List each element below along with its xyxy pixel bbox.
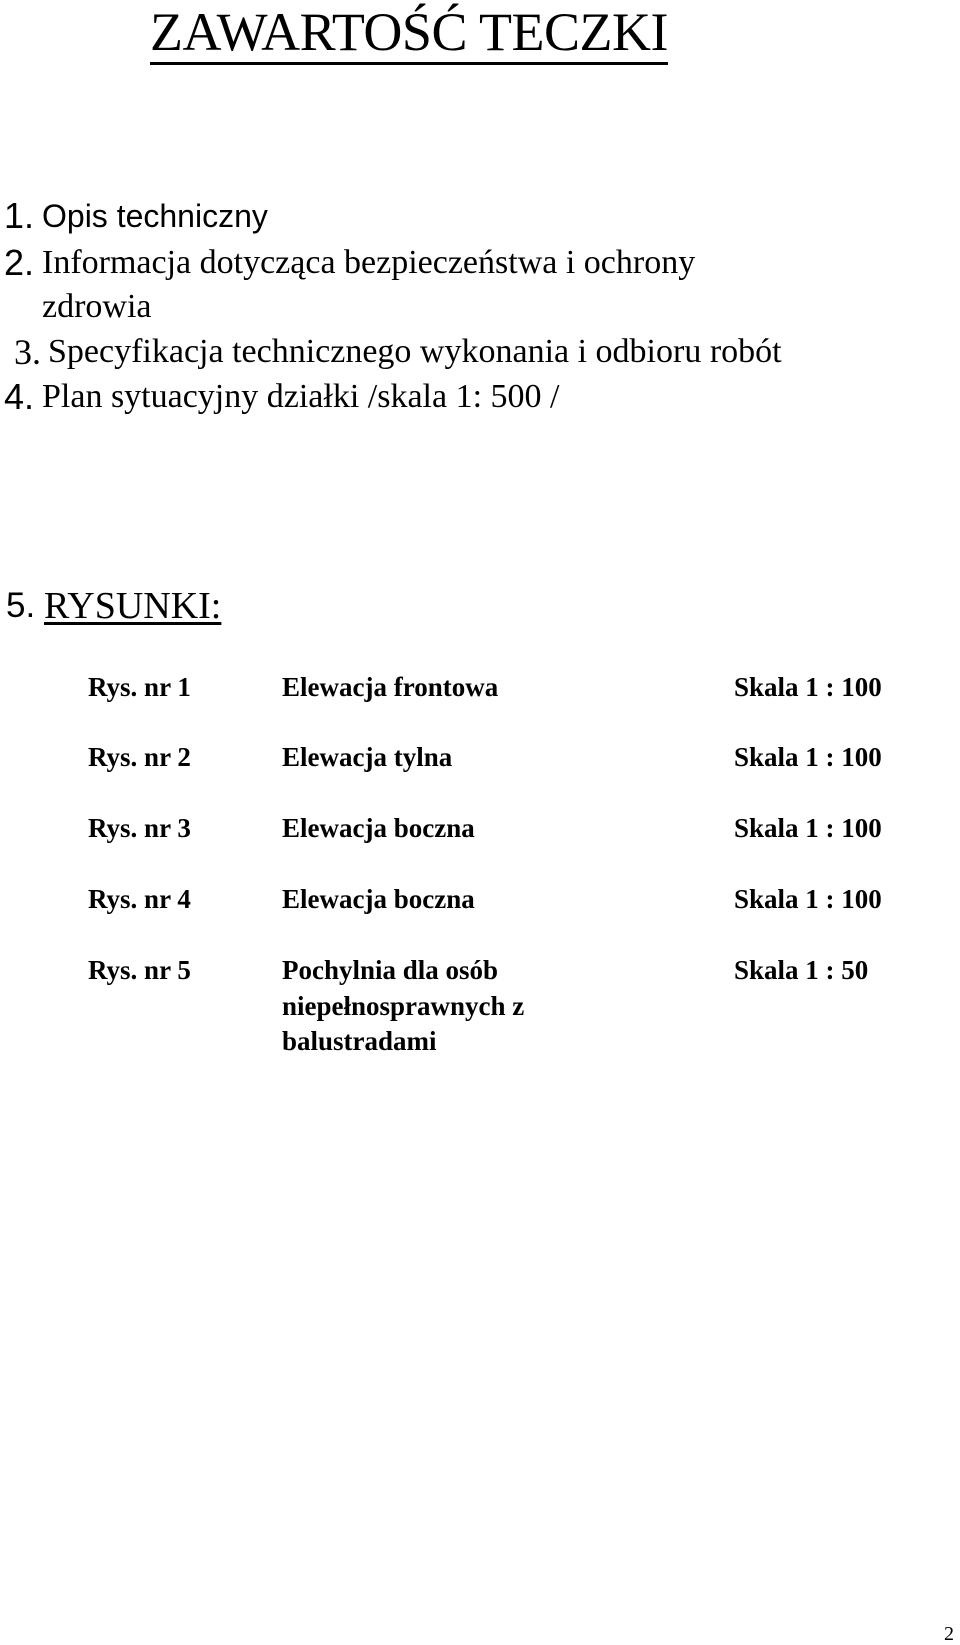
- drawing-2-name: Elewacja tylna: [282, 742, 453, 772]
- drawing-5-scale: Skala 1 : 50: [734, 955, 869, 985]
- drawing-1-number: Rys. nr 1: [88, 672, 191, 702]
- drawing-1-name: Elewacja frontowa: [282, 672, 499, 702]
- contents-item-3-number: 3.: [14, 332, 41, 372]
- contents-item-2-text-continued: zdrowia: [42, 288, 152, 325]
- drawing-5-name-line-2: niepełnosprawnych z: [282, 991, 525, 1021]
- drawing-3-name: Elewacja boczna: [282, 813, 475, 843]
- drawing-2-number: Rys. nr 2: [88, 742, 191, 772]
- contents-item-3-text: Specyfikacja technicznego wykonania i odbioru robót: [48, 333, 782, 370]
- contents-item-2-text: Informacja dotycząca bezpieczeństwa i ochrony: [42, 244, 696, 281]
- page-number: 2: [944, 1623, 954, 1645]
- contents-item-4-text: Plan sytuacyjny działki /skala 1: 500 /: [42, 378, 560, 415]
- drawing-3-scale: Skala 1 : 100: [734, 813, 882, 843]
- drawings-section-number: 5.: [6, 586, 36, 625]
- contents-item-1-text: Opis techniczny: [42, 198, 268, 234]
- contents-item-4-number: 4.: [4, 376, 35, 417]
- drawing-2-scale: Skala 1 : 100: [734, 742, 882, 772]
- drawing-5-number: Rys. nr 5: [88, 955, 191, 985]
- drawing-1-scale: Skala 1 : 100: [734, 672, 882, 702]
- drawing-4-scale: Skala 1 : 100: [734, 884, 882, 914]
- contents-item-2-number: 2.: [4, 242, 35, 283]
- drawing-4-name: Elewacja boczna: [282, 884, 475, 914]
- drawings-section-heading: RYSUNKI:: [44, 585, 222, 627]
- page-title: ZAWARTOŚĆ TECZKI: [150, 2, 668, 65]
- drawing-3-number: Rys. nr 3: [88, 813, 191, 843]
- contents-item-1-number: 1.: [4, 195, 35, 236]
- drawing-5-name: Pochylnia dla osób: [282, 955, 499, 985]
- drawing-5-name-line-3: balustradami: [282, 1026, 437, 1056]
- drawing-4-number: Rys. nr 4: [88, 884, 191, 914]
